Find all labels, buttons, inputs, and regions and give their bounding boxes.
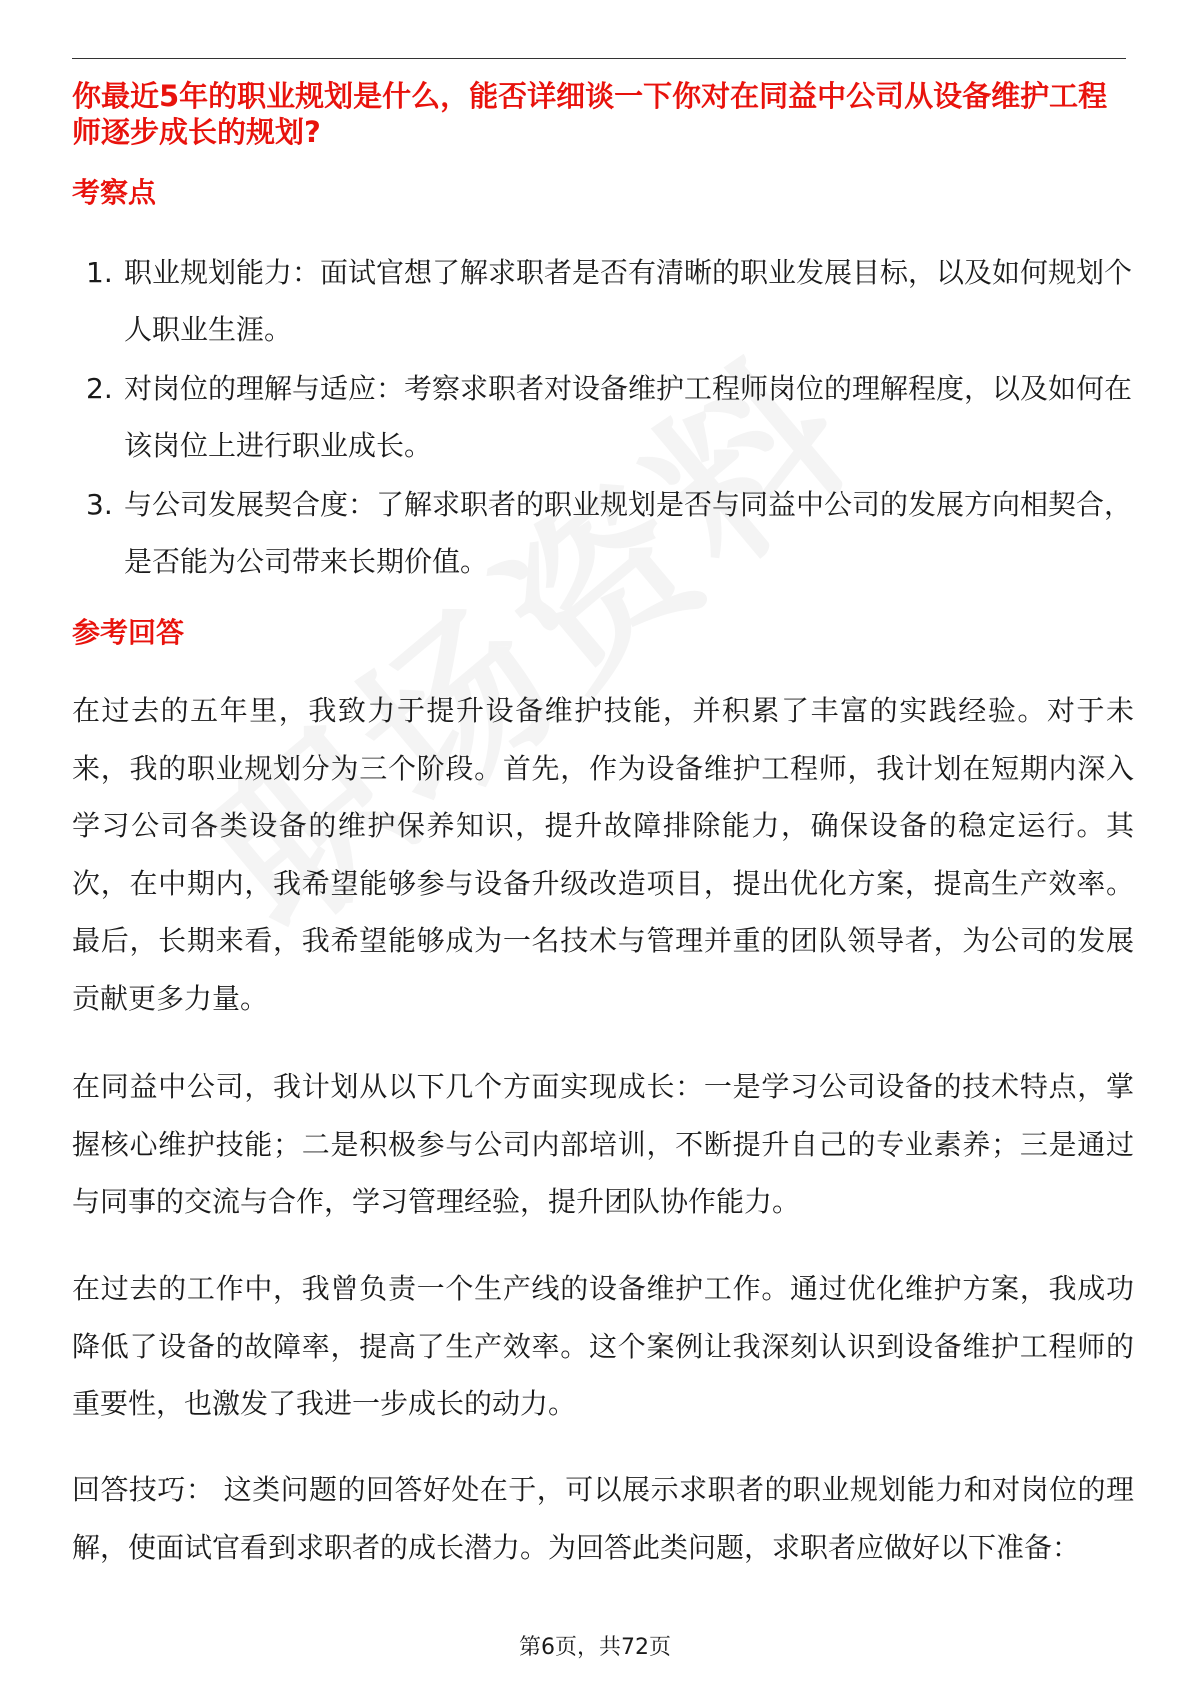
list-item-number: 2. bbox=[86, 372, 113, 405]
answer-heading: 参考回答 bbox=[72, 616, 185, 649]
answer-paragraph: 在过去的五年里，我致力于提升设备维护技能，并积累了丰富的实践经验。对于未来，我的职业规划分为三个阶段。首先，作为设备维护工程师，我计划在短期内深入学习公司各类设备的维护保养知识，提升故障排除能力，确保设备的稳定运行。其次，在中期内，我希望能够参与设备升级改造项目，提出优化方案，提高生产效率。最后，长期来看，我希望能够成为一名技术与管理并重的团队领导者，为公司的发展贡献更多力量。 bbox=[72, 694, 1134, 1015]
list-item-text: 职业规划能力：面试官想了解求职者是否有清晰的职业发展目标，以及如何规划个人职业生涯。 bbox=[124, 256, 1133, 346]
list-item bbox=[72, 360, 1132, 474]
list-item-text: 与公司发展契合度：了解求职者的职业规划是否与同益中公司的发展方向相契合，是否能为公司带来长期价值。 bbox=[124, 488, 1133, 578]
list-item bbox=[72, 476, 1132, 590]
page-number: 第6页，共72页 bbox=[519, 1635, 671, 1660]
question-title: 你最近5年的职业规划是什么，能否详细谈一下你对在同益中公司从设备维护工程师逐步成长的规划? bbox=[72, 79, 1108, 149]
list-item-number: 3. bbox=[86, 488, 113, 521]
answer-paragraph: 在过去的工作中，我曾负责一个生产线的设备维护工作。通过优化维护方案，我成功降低了设备的故障率，提高了生产效率。这个案例让我深刻认识到设备维护工程师的重要性，也激发了我进一步成长的动力。 bbox=[72, 1272, 1134, 1420]
list-item bbox=[72, 244, 1132, 358]
list-item-text: 对岗位的理解与适应：考察求职者对设备维护工程师岗位的理解程度，以及如何在该岗位上进行职业成长。 bbox=[124, 372, 1133, 462]
answer-paragraph: 在同益中公司，我计划从以下几个方面实现成长：一是学习公司设备的技术特点，掌握核心维护技能；二是积极参与公司内部培训，不断提升自己的专业素养；三是通过与同事的交流与合作，学习管理经验，提升团队协作能力。 bbox=[72, 1070, 1134, 1218]
top-divider bbox=[72, 58, 1126, 59]
points-list bbox=[72, 244, 1132, 592]
list-item-number: 1. bbox=[86, 256, 113, 289]
answer-tips-paragraph: 回答技巧： 这类问题的回答好处在于，可以展示求职者的职业规划能力和对岗位的理解，使面试官看到求职者的成长潜力。为回答此类问题，求职者应做好以下准备： bbox=[72, 1473, 1134, 1564]
points-heading: 考察点 bbox=[72, 176, 157, 209]
